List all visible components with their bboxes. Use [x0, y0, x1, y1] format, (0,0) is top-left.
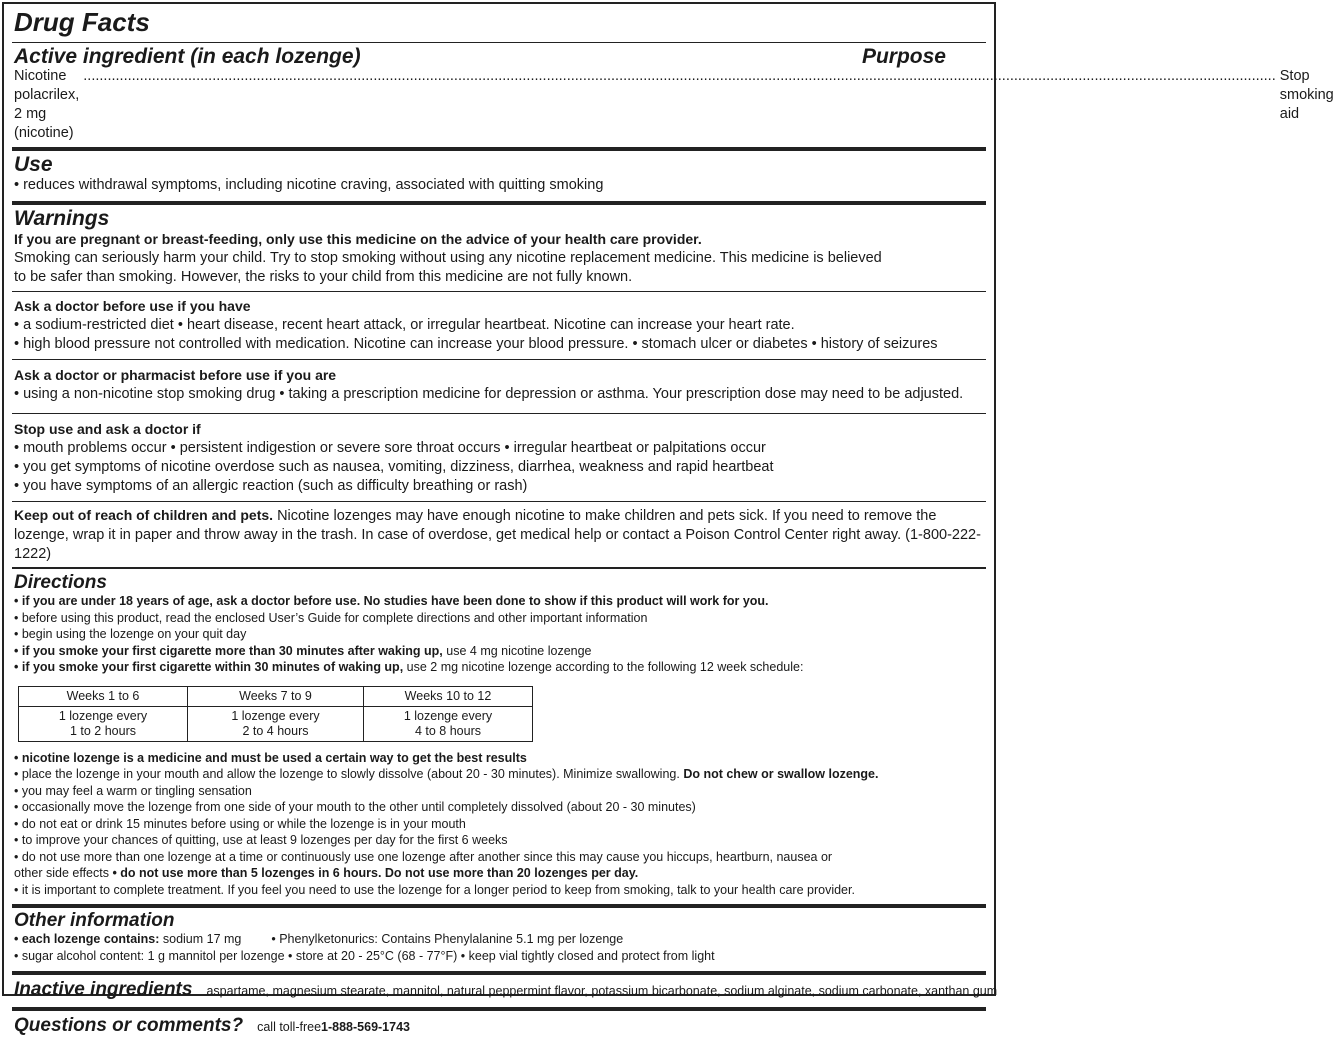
inactive-ingredients-section [12, 979, 998, 1001]
phone-number: 1-888-569-1743 [321, 1020, 410, 1034]
other-info-text: • Phenylketonurics: Contains Phenylalanine 5.1 mg per lozenge [271, 932, 624, 946]
directions-item [14, 766, 986, 783]
directions-heading: Directions [14, 572, 107, 593]
directions-item [14, 659, 986, 676]
cell-line: 2 to 4 hours [242, 723, 309, 738]
divider [12, 359, 986, 360]
cell-line: 1 lozenge every [403, 708, 493, 723]
inactive-ingredients-text: aspartame, magnesium stearate, mannitol, natural peppermint flavor, potassium bicarbonate, sodium alginate, sodium carbonate, xanthan gum [206, 984, 998, 998]
directions-item: • it is important to complete treatment. If you feel you need to use the lozenge for a longer period to keep from smoking, talk to your health care provider. [14, 882, 855, 897]
warnings-heading: Warnings [14, 207, 110, 230]
divider [12, 971, 986, 975]
directions-item-text: • place the lozenge in your mouth and allow the lozenge to slowly dissolve (about 20 - 30 minutes). Minimize swallowing. [14, 767, 684, 781]
table-header-cell: Weeks 1 to 6 [19, 686, 188, 706]
table-cell [188, 706, 364, 741]
active-ingredient-heading: Active ingredient (in each lozenge) [14, 45, 361, 68]
table-row [19, 686, 533, 706]
inactive-ingredients-heading: Inactive ingredients [14, 979, 193, 1000]
questions-heading: Questions or comments? [14, 1015, 244, 1036]
table-row [19, 706, 533, 741]
table-cell [19, 706, 188, 741]
warnings-section [12, 208, 986, 287]
directions-item-bold: Do not chew or swallow lozenge. [683, 767, 879, 781]
directions-item: • you may feel a warm or tingling sensation [14, 783, 252, 798]
questions-text: call toll-free [257, 1020, 322, 1034]
stop-use-item: • you have symptoms of an allergic reaction (such as difficulty breathing or rash) [14, 478, 528, 494]
cell-line: 4 to 8 hours [414, 723, 481, 738]
use-item: • reduces withdrawal symptoms, including nicotine craving, associated with quitting smoking [14, 177, 604, 193]
directions-item: • do not eat or drink 15 minutes before using or while the lozenge is in your mouth [14, 816, 466, 831]
ask-doctor-section [12, 297, 986, 354]
divider [12, 413, 986, 414]
active-ingredient-name: Nicotine polacrilex, 2 mg (nicotine) [14, 68, 80, 141]
directions-item [14, 849, 986, 882]
table-header-cell: Weeks 10 to 12 [364, 686, 533, 706]
cell-line: 1 to 2 hours [69, 723, 136, 738]
ask-doctor-item: • a sodium-restricted diet • heart disease, recent heart attack, or irregular heartbeat. Nicotine can increase your heart rate. [14, 317, 795, 333]
other-info-item: • sugar alcohol content: 1 g mannitol per lozenge • store at 20 - 25°C (68 - 77°F) • keep vial tightly closed and protect from light [14, 948, 715, 963]
other-information-section [12, 911, 986, 964]
purpose-text: Stop smoking aid [1279, 68, 1334, 122]
directions-item: • before using this product, read the enclosed User’s Guide for complete directions and other important information [14, 610, 648, 625]
keep-out-of-reach [12, 506, 986, 564]
drug-facts-panel [2, 2, 1334, 1036]
directions-item: • if you are under 18 years of age, ask a doctor before use. No studies have been done to show if this product will work for you. [14, 594, 769, 608]
cell-line: 1 lozenge every [231, 708, 320, 723]
other-info-text: sodium 17 mg [159, 932, 242, 946]
directions-item [14, 643, 986, 660]
divider [12, 567, 986, 569]
directions-section [12, 573, 986, 898]
ask-doctor-heading: Ask a doctor before use if you have [14, 298, 251, 314]
divider [12, 291, 986, 292]
ask-pharmacist-item: • using a non-nicotine stop smoking drug • taking a prescription medicine for depression or asthma. Your prescription dose may need to be adjusted. [14, 386, 964, 402]
stop-use-item: • mouth problems occur • persistent indigestion or severe sore throat occurs • irregular heartbeat or palpitations occur [14, 440, 766, 456]
directions-item: • begin using the lozenge on your quit day [14, 627, 247, 641]
questions-section [12, 1015, 986, 1037]
stop-use-item: • you get symptoms of nicotine overdose such as nausea, vomiting, dizziness, diarrhea, weakness and rapid heartbeat [14, 459, 774, 475]
ask-pharmacist-heading: Ask a doctor or pharmacist before use if you are [14, 367, 337, 383]
active-ingredient-section [12, 45, 1334, 143]
directions-item: • occasionally move the lozenge from one side of your mouth to the other until completely dissolved (about 20 - 30 minutes) [14, 800, 696, 814]
table-cell [364, 706, 533, 741]
keep-out-heading: Keep out of reach of children and pets. [14, 507, 274, 523]
divider [12, 1007, 986, 1011]
purpose-heading: Purpose [861, 45, 946, 68]
dot-leader: ........................................................................................................................................................................................................................................................................................................ [83, 68, 1276, 84]
directions-item-bold: • do not use more than 5 lozenges in 6 hours. Do not use more than 20 lozenges per day. [112, 866, 639, 880]
directions-item: • to improve your chances of quitting, use at least 9 lozenges per day for the first 6 weeks [14, 833, 508, 847]
directions-item-text: use 2 mg nicotine lozenge according to the following 12 week schedule: [403, 660, 804, 674]
pregnancy-paragraph: Smoking can seriously harm your child. Try to stop smoking without using any nicotine replacement medicine. This medicine is believed to be safer than smoking. However, the risks to your child from this medicine are not fully known. [14, 250, 882, 285]
ask-doctor-item: • high blood pressure not controlled with medication. Nicotine can increase your blood pressure. • stomach ulcer or diabetes • history of seizures [14, 336, 938, 352]
other-info-bold: • each lozenge contains: [14, 932, 160, 946]
use-heading: Use [14, 153, 53, 176]
use-section [12, 154, 986, 195]
directions-item-text: • do not use more than one lozenge at a time or continuously use one lozenge after another since this may cause you hiccups, heartburn, nausea or other side effects [14, 849, 833, 880]
other-information-heading: Other information [14, 910, 175, 931]
stop-use-heading: Stop use and ask a doctor if [14, 421, 201, 437]
drug-facts-title: Drug Facts [14, 7, 150, 37]
ask-pharmacist-section [12, 366, 986, 404]
divider [12, 904, 986, 908]
schedule-table [18, 686, 533, 742]
divider [12, 201, 986, 205]
pregnancy-warning: If you are pregnant or breast-feeding, only use this medicine on the advice of your health care provider. [14, 231, 702, 247]
cell-line: 1 lozenge every [58, 708, 148, 723]
other-info-item [14, 931, 986, 948]
directions-item-bold: • if you smoke your first cigarette more than 30 minutes after waking up, [14, 643, 443, 658]
divider [12, 501, 986, 502]
divider [12, 42, 986, 43]
directions-item-text: use 4 mg nicotine lozenge [442, 643, 592, 658]
directions-item: • nicotine lozenge is a medicine and must be used a certain way to get the best results [14, 750, 527, 765]
directions-item-bold: • if you smoke your first cigarette within 30 minutes of waking up, [14, 660, 404, 674]
keep-out-text: Nicotine lozenges may have enough nicotine to make children and pets sick. If you need to remove the lozenge, wrap it in paper and throw away in the trash. In case of overdose, get medical help or contact a Poison Control Center right away. (1-800-222-1222) [14, 508, 981, 562]
stop-use-section [12, 420, 986, 496]
divider [12, 147, 986, 151]
table-header-cell: Weeks 7 to 9 [188, 686, 364, 706]
